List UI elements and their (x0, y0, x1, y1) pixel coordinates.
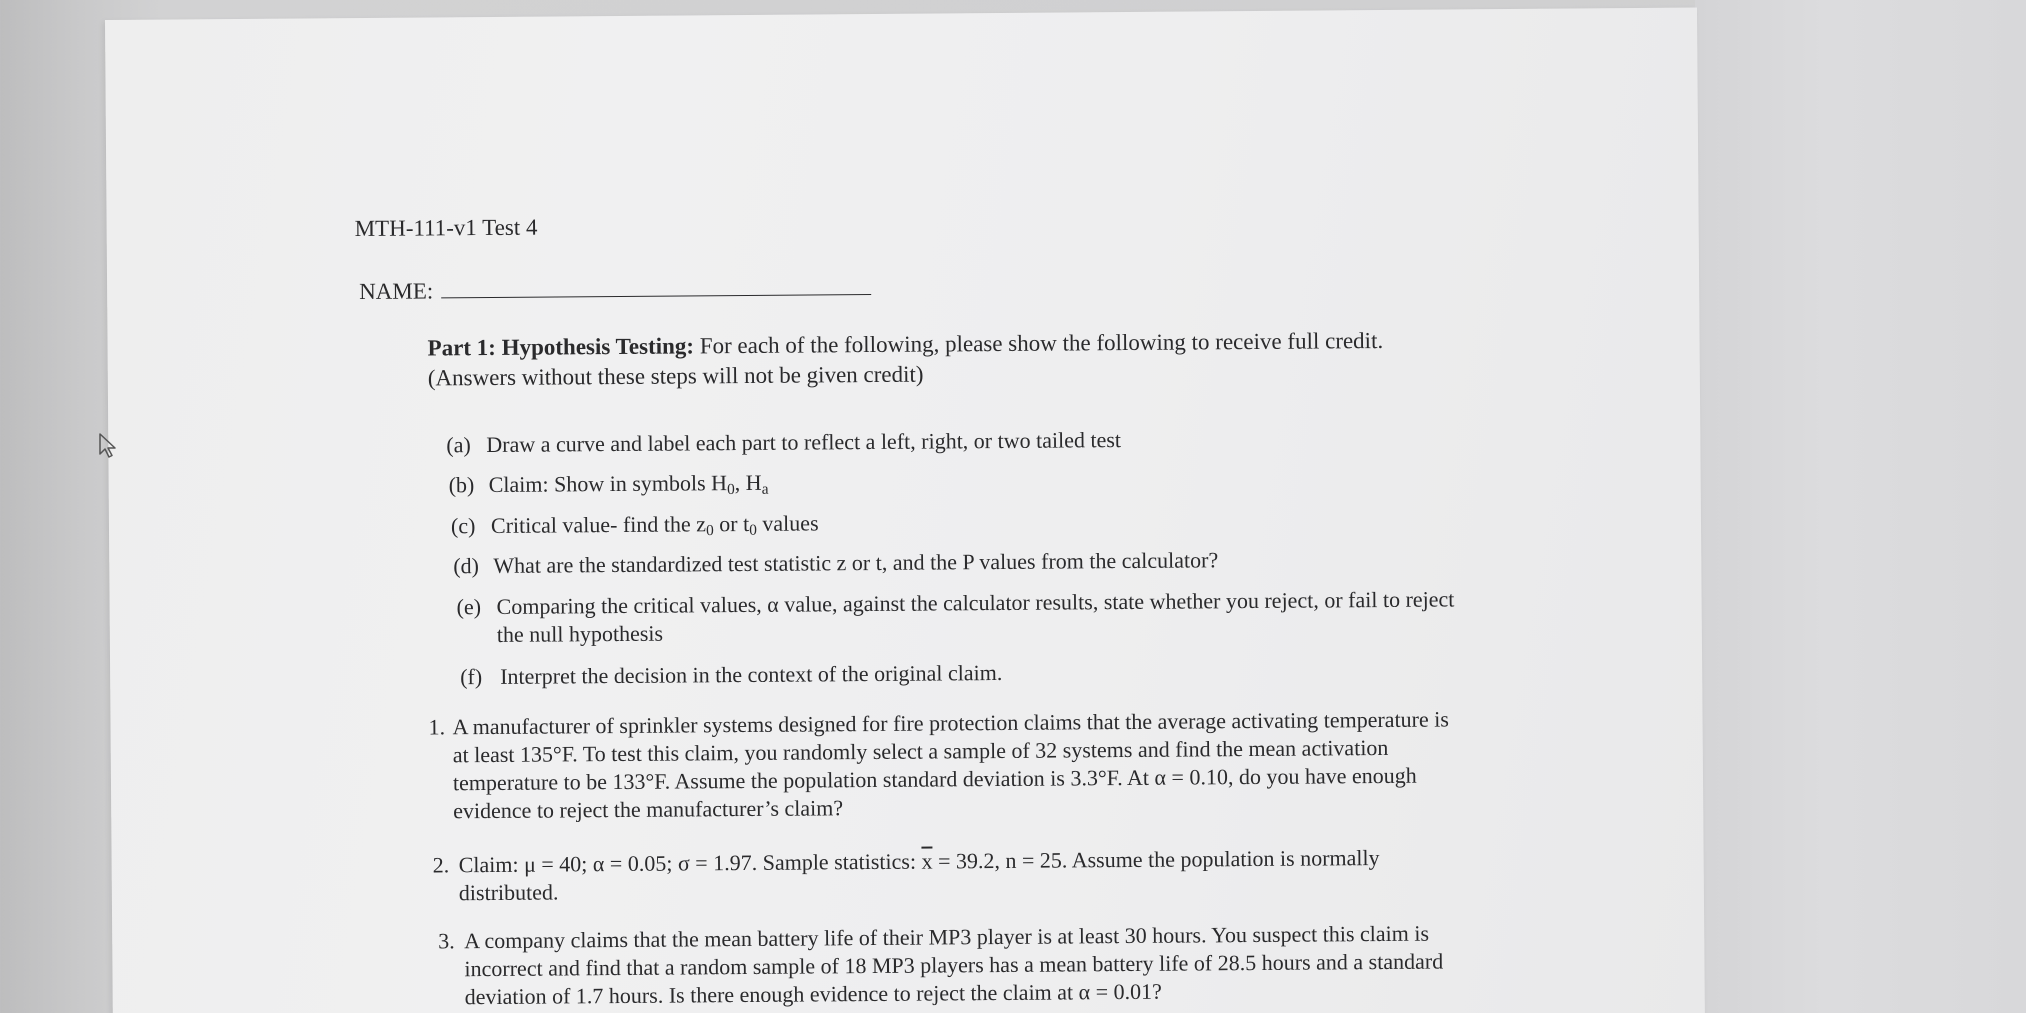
subscript: 0 (749, 521, 757, 539)
subscript: 0 (726, 480, 735, 498)
step-label: (c) (450, 513, 476, 539)
step-text-3: values (756, 510, 819, 536)
name-blank-line (441, 272, 871, 298)
problem-2-text-b: = 39.2, n = 25. Assume the population is normally distributed. (458, 845, 1380, 906)
problem-1-number: 1. (428, 714, 446, 740)
problem-3-number: 3. (438, 928, 455, 954)
step-b (449, 469, 769, 506)
step-d (453, 546, 1218, 580)
step-text: Claim: Show in symbols H (488, 470, 728, 498)
problem-2-text (459, 843, 1459, 907)
name-row (359, 272, 871, 306)
step-text: Draw a curve and label each part to reflect a left, right, or two tailed test (486, 427, 1122, 458)
problem-2-text-a: Claim: μ = 40; α = 0.05; σ = 1.97. Sample statistics: (458, 848, 922, 878)
name-label: NAME: (359, 278, 434, 305)
paper-sheet (105, 7, 1705, 1013)
step-label: (e) (456, 594, 482, 620)
problem-2-number: 2. (432, 852, 450, 878)
document-content (105, 7, 1705, 1013)
problem-3-text: A company claims that the mean battery life of their MP3 player is at least 30 hours. You suspect this claim is incorrect and find that a random sample of 18 MP3 players has a mean battery life of 28.5 hours and a standard deviation of 1.7 hours. Is there enough evidence to reject the claim at α = 0.01? (464, 920, 1444, 1010)
step-a (446, 426, 1121, 459)
part1-intro (427, 325, 1457, 393)
step-text: Critical value- find the z (490, 511, 707, 538)
step-text: Interpret the decision in the context of the original claim. (500, 659, 1003, 689)
xbar-symbol: $\overline{x}$ (921, 848, 933, 874)
step-text-2: , H (734, 469, 762, 496)
problem-1-text: A manufacturer of sprinkler systems designed for fire protection claims that the average activating temperature is at least 135°F. To test this claim, you randomly select a sample of 32 systems and find the mean activation temperature to be 133°F. Assume the population standard deviation is 3.3°F. At α = 0.10, do you have enough evidence to reject the manufacturer’s claim? (452, 706, 1449, 824)
step-label: (a) (446, 432, 471, 458)
part1-instructions: For each of the following, please show the following to receive full credit. (Answers without these steps will not be given credit) (427, 327, 1384, 391)
mouse-cursor-icon (96, 430, 126, 460)
step-text-2: or t (713, 510, 750, 537)
step-text: What are the standardized test statistic z or t, and the P values from the calculator? (493, 547, 1219, 578)
step-e-text: Comparing the critical values, α value, against the calculator results, state whether you reject, or fail to reject the null hypothesis (496, 586, 1455, 647)
step-e (457, 593, 497, 621)
part1-title: Part 1: Hypothesis Testing: (427, 333, 695, 361)
step-c (451, 509, 819, 547)
desk-background (1695, 0, 2026, 1013)
subscript: 0 (705, 522, 714, 540)
step-label: (f) (460, 664, 483, 690)
course-title: MTH-111-v1 Test 4 (354, 214, 538, 242)
step-label: (d) (453, 553, 480, 579)
step-label: (b) (448, 472, 475, 498)
subscript: a (761, 480, 769, 498)
step-f (460, 659, 1002, 691)
